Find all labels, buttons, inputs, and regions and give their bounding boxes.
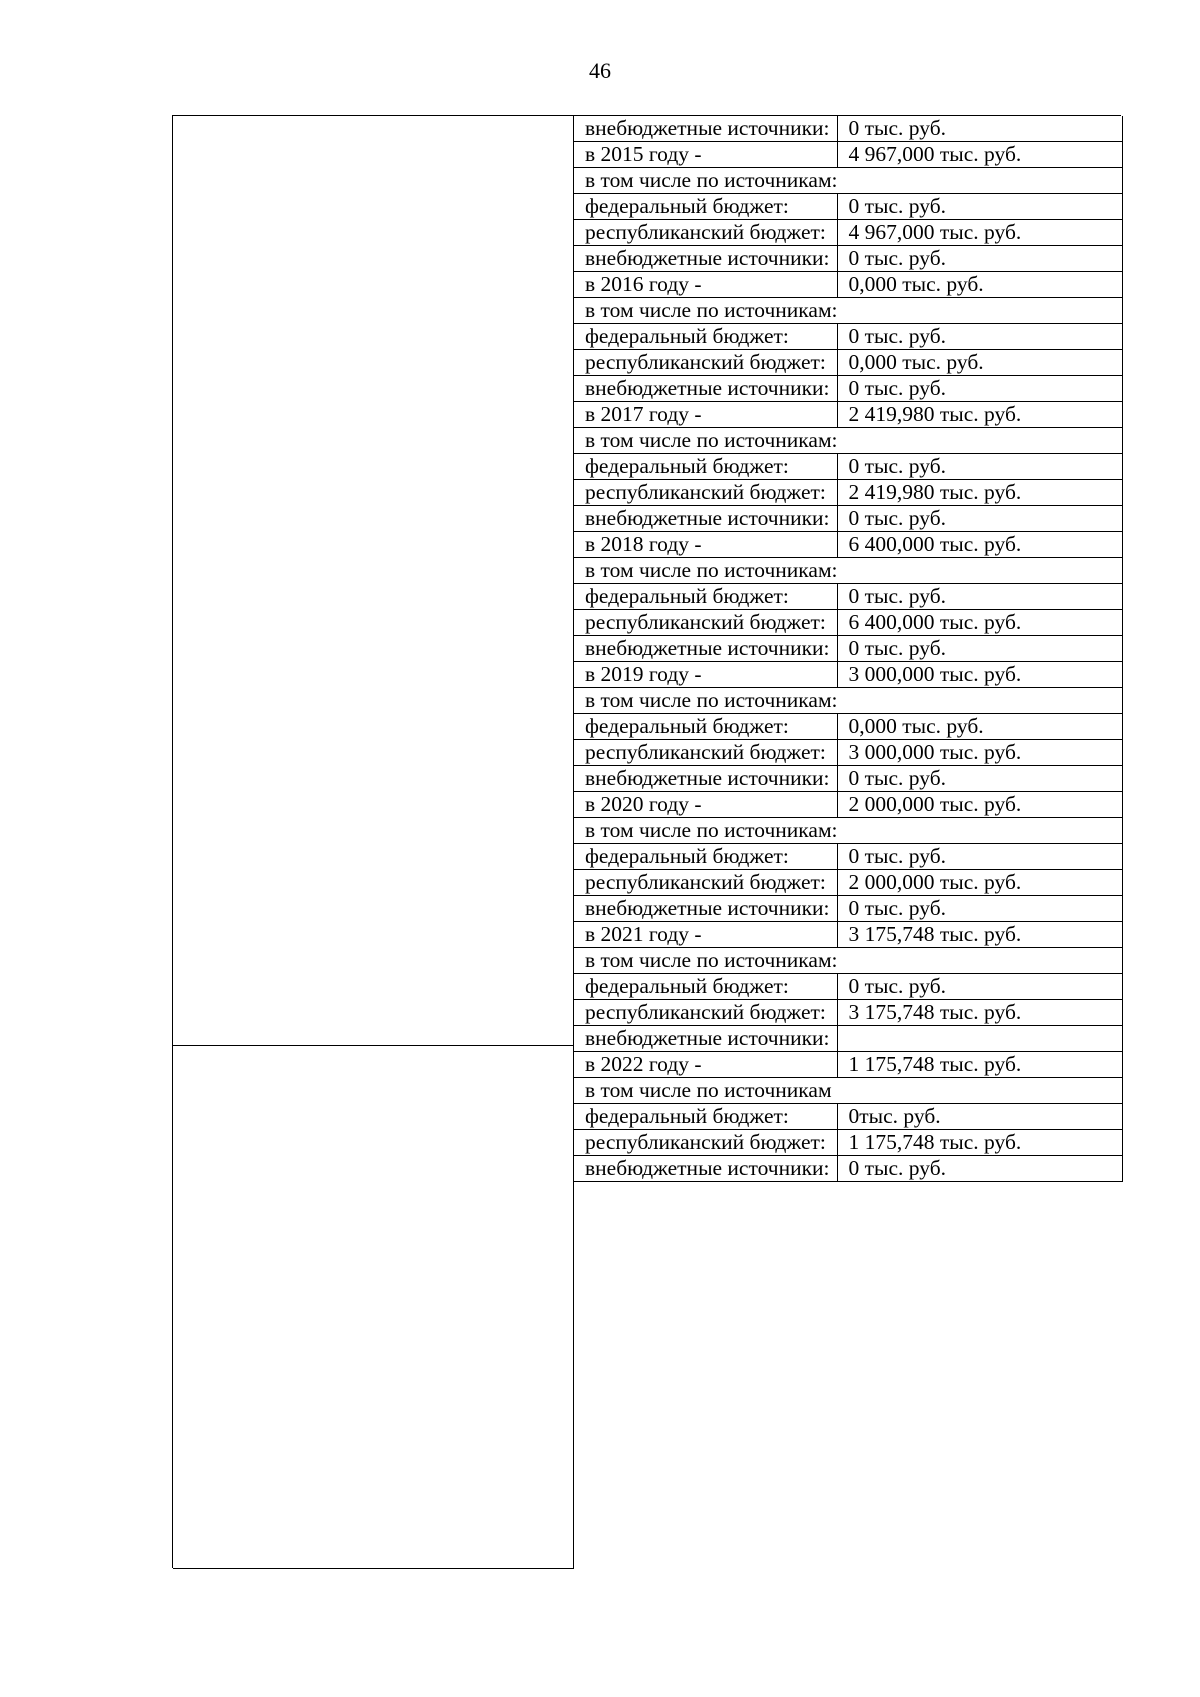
row-value: 4 967,000 тыс. руб. bbox=[837, 142, 1122, 168]
funding-row bbox=[574, 532, 1122, 558]
source-heading-row bbox=[574, 688, 1122, 714]
funding-row bbox=[574, 194, 1122, 220]
funding-row bbox=[574, 376, 1122, 402]
row-label: внебюджетные источники: bbox=[574, 766, 837, 792]
row-value bbox=[837, 1026, 1122, 1052]
funding-row bbox=[574, 974, 1122, 1000]
funding-row bbox=[574, 506, 1122, 532]
funding-row bbox=[574, 220, 1122, 246]
source-heading: в том числе по источникам: bbox=[574, 298, 1122, 324]
source-heading-row bbox=[574, 168, 1122, 194]
row-value: 2 000,000 тыс. руб. bbox=[837, 870, 1122, 896]
row-value: 1 175,748 тыс. руб. bbox=[837, 1052, 1122, 1078]
funding-row bbox=[574, 1052, 1122, 1078]
row-value: 0 тыс. руб. bbox=[837, 896, 1122, 922]
row-label: внебюджетные источники: bbox=[574, 376, 837, 402]
source-heading-row bbox=[574, 558, 1122, 584]
row-value: 2 419,980 тыс. руб. bbox=[837, 402, 1122, 428]
row-value: 6 400,000 тыс. руб. bbox=[837, 532, 1122, 558]
source-heading: в том числе по источникам: bbox=[574, 818, 1122, 844]
row-value: 4 967,000 тыс. руб. bbox=[837, 220, 1122, 246]
row-label: в 2015 году - bbox=[574, 142, 837, 168]
funding-row bbox=[574, 324, 1122, 350]
source-heading-row bbox=[574, 428, 1122, 454]
left-empty-cell-lower bbox=[173, 1046, 574, 1569]
funding-row bbox=[574, 662, 1122, 688]
row-label: федеральный бюджет: bbox=[574, 454, 837, 480]
source-heading: в том числе по источникам: bbox=[574, 558, 1122, 584]
funding-row bbox=[574, 1026, 1122, 1052]
row-label: федеральный бюджет: bbox=[574, 974, 837, 1000]
funding-row bbox=[574, 480, 1122, 506]
funding-row bbox=[574, 246, 1122, 272]
funding-row bbox=[574, 1104, 1122, 1130]
funding-row bbox=[574, 610, 1122, 636]
row-value: 0тыс. руб. bbox=[837, 1104, 1122, 1130]
funding-row bbox=[574, 402, 1122, 428]
funding-row bbox=[574, 142, 1122, 168]
source-heading: в том числе по источникам: bbox=[574, 948, 1122, 974]
page-number: 46 bbox=[589, 58, 611, 83]
row-value: 0 тыс. руб. bbox=[837, 246, 1122, 272]
funding-row bbox=[574, 740, 1122, 766]
row-label: федеральный бюджет: bbox=[574, 194, 837, 220]
row-label: республиканский бюджет: bbox=[574, 220, 837, 246]
row-value: 0,000 тыс. руб. bbox=[837, 350, 1122, 376]
funding-row bbox=[574, 922, 1122, 948]
row-value: 1 175,748 тыс. руб. bbox=[837, 1130, 1122, 1156]
row-label: федеральный бюджет: bbox=[574, 1104, 837, 1130]
row-label: в 2019 году - bbox=[574, 662, 837, 688]
row-label: республиканский бюджет: bbox=[574, 480, 837, 506]
funding-row bbox=[574, 1000, 1122, 1026]
funding-row bbox=[574, 272, 1122, 298]
row-label: внебюджетные источники: bbox=[574, 1026, 837, 1052]
funding-row bbox=[574, 896, 1122, 922]
row-label: федеральный бюджет: bbox=[574, 714, 837, 740]
row-value: 0 тыс. руб. bbox=[837, 844, 1122, 870]
source-heading-row bbox=[574, 818, 1122, 844]
funding-row bbox=[574, 1130, 1122, 1156]
row-value: 3 000,000 тыс. руб. bbox=[837, 740, 1122, 766]
funding-row bbox=[574, 584, 1122, 610]
row-label: в 2018 году - bbox=[574, 532, 837, 558]
funding-row bbox=[574, 714, 1122, 740]
funding-row bbox=[574, 1156, 1122, 1182]
row-label: республиканский бюджет: bbox=[574, 610, 837, 636]
row-value: 0 тыс. руб. bbox=[837, 506, 1122, 532]
funding-row bbox=[574, 792, 1122, 818]
row-label: внебюджетные источники: bbox=[574, 246, 837, 272]
row-value: 0 тыс. руб. bbox=[837, 324, 1122, 350]
row-value: 3 000,000 тыс. руб. bbox=[837, 662, 1122, 688]
row-label: в 2021 году - bbox=[574, 922, 837, 948]
row-label: республиканский бюджет: bbox=[574, 740, 837, 766]
row-value: 0,000 тыс. руб. bbox=[837, 714, 1122, 740]
row-value: 6 400,000 тыс. руб. bbox=[837, 610, 1122, 636]
row-label: республиканский бюджет: bbox=[574, 1000, 837, 1026]
funding-row bbox=[574, 766, 1122, 792]
row-label: республиканский бюджет: bbox=[574, 870, 837, 896]
row-label: внебюджетные источники: bbox=[574, 1156, 837, 1182]
source-heading: в том числе по источникам: bbox=[574, 168, 1122, 194]
funding-row bbox=[574, 116, 1122, 142]
row-label: федеральный бюджет: bbox=[574, 844, 837, 870]
row-label: внебюджетные источники: bbox=[574, 116, 837, 142]
left-empty-cell-upper bbox=[173, 116, 574, 1046]
row-label: федеральный бюджет: bbox=[574, 324, 837, 350]
row-value: 0 тыс. руб. bbox=[837, 974, 1122, 1000]
row-label: в 2016 году - bbox=[574, 272, 837, 298]
row-value: 3 175,748 тыс. руб. bbox=[837, 922, 1122, 948]
source-heading: в том числе по источникам: bbox=[574, 428, 1122, 454]
row-value: 0 тыс. руб. bbox=[837, 376, 1122, 402]
source-heading-row bbox=[574, 298, 1122, 324]
row-value: 2 000,000 тыс. руб. bbox=[837, 792, 1122, 818]
funding-breakdown bbox=[574, 116, 1122, 1182]
row-value: 0 тыс. руб. bbox=[837, 194, 1122, 220]
row-label: республиканский бюджет: bbox=[574, 350, 837, 376]
source-heading-row bbox=[574, 1078, 1122, 1104]
source-heading: в том числе по источникам bbox=[574, 1078, 1122, 1104]
row-label: внебюджетные источники: bbox=[574, 636, 837, 662]
funding-table bbox=[172, 115, 1121, 1568]
row-value: 0 тыс. руб. bbox=[837, 584, 1122, 610]
funding-rows bbox=[574, 116, 1122, 1182]
row-label: федеральный бюджет: bbox=[574, 584, 837, 610]
source-heading: в том числе по источникам: bbox=[574, 688, 1122, 714]
row-label: в 2022 году - bbox=[574, 1052, 837, 1078]
row-value: 2 419,980 тыс. руб. bbox=[837, 480, 1122, 506]
row-label: в 2017 году - bbox=[574, 402, 837, 428]
funding-row bbox=[574, 636, 1122, 662]
row-value: 0 тыс. руб. bbox=[837, 1156, 1122, 1182]
row-value: 0,000 тыс. руб. bbox=[837, 272, 1122, 298]
funding-row bbox=[574, 870, 1122, 896]
funding-breakdown-table bbox=[574, 116, 1123, 1182]
funding-row bbox=[574, 454, 1122, 480]
row-label: республиканский бюджет: bbox=[574, 1130, 837, 1156]
funding-row bbox=[574, 350, 1122, 376]
row-label: внебюджетные источники: bbox=[574, 506, 837, 532]
funding-row bbox=[574, 844, 1122, 870]
row-label: в 2020 году - bbox=[574, 792, 837, 818]
row-value: 0 тыс. руб. bbox=[837, 636, 1122, 662]
row-value: 0 тыс. руб. bbox=[837, 766, 1122, 792]
row-value: 0 тыс. руб. bbox=[837, 454, 1122, 480]
row-label: внебюджетные источники: bbox=[574, 896, 837, 922]
source-heading-row bbox=[574, 948, 1122, 974]
row-value: 3 175,748 тыс. руб. bbox=[837, 1000, 1122, 1026]
row-value: 0 тыс. руб. bbox=[837, 116, 1122, 142]
